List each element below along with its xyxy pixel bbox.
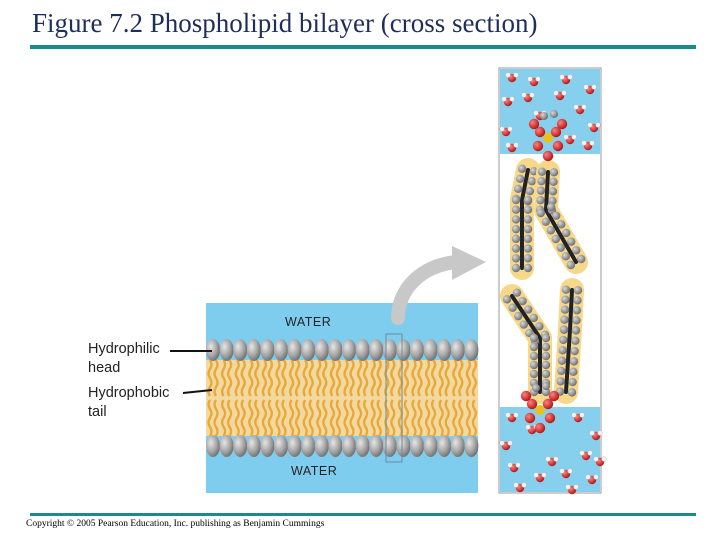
hydrogen-atom xyxy=(560,325,568,333)
lipid-head xyxy=(464,339,478,361)
water-hydrogen xyxy=(514,73,519,78)
water-hydrogen xyxy=(598,431,603,436)
oxygen-atom xyxy=(529,119,539,129)
hydrogen-atom xyxy=(556,377,564,385)
hydrogen-atom xyxy=(558,346,566,354)
hydrogen-atom xyxy=(530,352,538,360)
water-hydrogen xyxy=(580,413,585,418)
hydrogen-atom xyxy=(572,246,580,254)
hydrogen-atom xyxy=(542,343,550,351)
water-hydrogen xyxy=(528,77,533,82)
water-hydrogen xyxy=(586,475,591,480)
hydrogen-atom xyxy=(528,177,536,185)
lipid-head xyxy=(451,339,465,361)
hydrogen-atom xyxy=(557,220,565,228)
hydrophobic-label-line2: tail xyxy=(88,404,107,420)
lipid-head xyxy=(260,339,274,361)
lipid-head xyxy=(315,339,329,361)
hydrogen-atom xyxy=(570,347,578,355)
hydrogen-atom xyxy=(549,187,557,195)
lipid-head xyxy=(301,339,315,361)
hydrogen-atom xyxy=(561,296,569,304)
lipid-head xyxy=(233,435,247,457)
hydrogen-atom xyxy=(542,217,550,225)
water-hydrogen xyxy=(592,85,597,90)
water-hydrogen xyxy=(590,141,595,146)
magnified-molecule-panel xyxy=(499,68,601,493)
hydrogen-atom xyxy=(542,361,550,369)
hydrogen-atom xyxy=(524,305,532,313)
hydrogen-atom xyxy=(513,288,521,296)
water-hydrogen xyxy=(536,77,541,82)
hydrogen-atom xyxy=(547,203,555,211)
hydrogen-atom xyxy=(552,235,560,243)
lipid-head xyxy=(342,435,356,457)
water-bottom-label: WATER xyxy=(291,464,338,478)
hydrogen-atom xyxy=(524,206,532,214)
head-carbon xyxy=(540,112,548,120)
hydrogen-atom xyxy=(512,196,520,204)
hydrogen-atom xyxy=(537,177,545,185)
water-hydrogen xyxy=(530,93,535,98)
lipid-head xyxy=(315,435,329,457)
water-hydrogen xyxy=(562,91,567,96)
water-hydrogen xyxy=(514,143,519,148)
water-hydrogen xyxy=(574,105,579,110)
lipid-head xyxy=(288,339,302,361)
hydrogen-atom xyxy=(536,196,544,204)
lipid-head xyxy=(342,339,356,361)
water-hydrogen xyxy=(500,127,505,132)
hydrogen-atom xyxy=(512,254,520,262)
hydrogen-atom xyxy=(530,343,538,351)
hydrogen-atom xyxy=(512,264,520,272)
water-hydrogen xyxy=(508,127,513,132)
oxygen-atom xyxy=(553,141,563,151)
oxygen-atom xyxy=(549,391,559,401)
hydrogen-atom xyxy=(561,306,569,314)
water-hydrogen xyxy=(522,483,527,488)
lipid-head xyxy=(437,339,451,361)
oxygen-atom xyxy=(543,151,553,161)
head-carbon xyxy=(542,382,550,390)
hydrogen-atom xyxy=(512,235,520,243)
lipid-head xyxy=(383,339,397,361)
water-top-label: WATER xyxy=(285,315,332,329)
hydrogen-atom xyxy=(530,334,538,342)
lipid-head xyxy=(247,435,261,457)
water-hydrogen xyxy=(602,457,607,462)
hydrogen-atom xyxy=(512,244,520,252)
hydrogen-atom xyxy=(562,229,570,237)
water-hydrogen xyxy=(594,457,599,462)
water-hydrogen xyxy=(542,473,547,478)
hydrogen-atom xyxy=(526,187,534,195)
water-hydrogen xyxy=(582,105,587,110)
lipid-head xyxy=(328,339,342,361)
hydrogen-atom xyxy=(512,225,520,233)
hydrogen-atom xyxy=(537,209,545,217)
hydrogen-atom xyxy=(514,185,522,193)
oxygen-atom xyxy=(525,413,535,423)
water-hydrogen xyxy=(514,483,519,488)
head-carbon xyxy=(550,110,558,118)
water-hydrogen xyxy=(516,463,521,468)
hydrogen-atom xyxy=(535,322,543,330)
hydrophobic-label-line1: Hydrophobic xyxy=(88,385,170,401)
hydrogen-atom xyxy=(562,252,570,260)
hydrogen-atom xyxy=(577,255,585,263)
oxygen-atom xyxy=(535,423,545,433)
water-hydrogen xyxy=(574,485,579,490)
water-hydrogen xyxy=(554,91,559,96)
lipid-head xyxy=(369,435,383,457)
oxygen-atom xyxy=(545,413,555,423)
hydrogen-atom xyxy=(574,286,582,294)
lipid-head xyxy=(410,339,424,361)
oxygen-atom xyxy=(533,141,543,151)
copyright-notice: Copyright © 2005 Pearson Education, Inc. publishing as Benjamin Cummings xyxy=(26,519,325,529)
water-hydrogen xyxy=(572,413,577,418)
lipid-head xyxy=(356,339,370,361)
hydrogen-atom xyxy=(573,296,581,304)
lipid-head xyxy=(301,435,315,457)
hydrogen-atom xyxy=(518,165,526,173)
water-hydrogen xyxy=(594,475,599,480)
hydrogen-atom xyxy=(524,254,532,262)
hydrophobic-core xyxy=(206,360,478,436)
lipid-head xyxy=(233,339,247,361)
hydrophilic-label-line1: Hydrophilic xyxy=(88,341,160,357)
bottom-divider xyxy=(30,513,696,516)
hydrogen-atom xyxy=(542,370,550,378)
water-hydrogen xyxy=(588,451,593,456)
water-hydrogen xyxy=(510,97,515,102)
lipid-head xyxy=(288,435,302,457)
figure-title: Figure 7.2 Phospholipid bilayer (cross section) xyxy=(32,8,538,38)
lipid-head xyxy=(437,435,451,457)
hydrogen-atom xyxy=(520,320,528,328)
hydrogen-atom xyxy=(512,215,520,223)
lipid-head xyxy=(464,435,478,457)
hydrogen-atom xyxy=(558,356,566,364)
water-hydrogen xyxy=(588,123,593,128)
hydrophilic-label-line2: head xyxy=(88,360,121,376)
hydrogen-atom xyxy=(514,312,522,320)
hydrogen-atom xyxy=(552,211,560,219)
lipid-head xyxy=(396,339,410,361)
hydrogen-atom xyxy=(567,261,575,269)
oxygen-atom xyxy=(521,391,531,401)
hydrogen-atom xyxy=(573,306,581,314)
hydrogen-atom xyxy=(557,367,565,375)
water-hydrogen xyxy=(534,473,539,478)
hydrogen-atom xyxy=(516,175,524,183)
water-hydrogen xyxy=(572,135,577,140)
lipid-head xyxy=(424,339,438,361)
hydrogen-atom xyxy=(542,334,550,342)
water-hydrogen xyxy=(560,75,565,80)
lipid-head xyxy=(206,435,220,457)
hydrophilic-label xyxy=(88,340,160,378)
hydrogen-atom xyxy=(572,316,580,324)
water-hydrogen xyxy=(502,97,507,102)
hydrogen-atom xyxy=(524,235,532,243)
hydrogen-atom xyxy=(559,336,567,344)
hydrophobic-label xyxy=(88,384,169,422)
lipid-head xyxy=(274,435,288,457)
water-hydrogen xyxy=(564,135,569,140)
water-hydrogen xyxy=(568,469,573,474)
hydrogen-atom xyxy=(570,357,578,365)
water-hydrogen xyxy=(582,141,587,146)
hydrogen-atom xyxy=(530,370,538,378)
lipid-head xyxy=(247,339,261,361)
phosphorus-atom xyxy=(535,405,545,415)
lipid-head xyxy=(383,435,397,457)
hydrogen-atom xyxy=(568,388,576,396)
hydrogen-atom xyxy=(530,361,538,369)
lipid-head xyxy=(451,435,465,457)
hydrogen-atom xyxy=(508,304,516,312)
water-hydrogen xyxy=(506,143,511,148)
lipid-head xyxy=(328,435,342,457)
hydrogen-atom xyxy=(524,225,532,233)
lipid-head xyxy=(260,435,274,457)
water-hydrogen xyxy=(506,413,511,418)
hydrogen-atom xyxy=(572,326,580,334)
water-hydrogen xyxy=(534,111,539,116)
hydrogen-atom xyxy=(547,226,555,234)
water-hydrogen xyxy=(584,85,589,90)
lipid-head xyxy=(396,435,410,457)
water-hydrogen xyxy=(566,485,571,490)
water-hydrogen xyxy=(590,431,595,436)
lipid-head xyxy=(424,435,438,457)
hydrogen-atom xyxy=(524,215,532,223)
hydrogen-atom xyxy=(524,196,532,204)
lipid-head xyxy=(220,435,234,457)
hydrogen-atom xyxy=(530,314,538,322)
water-hydrogen xyxy=(506,73,511,78)
lipid-head xyxy=(356,435,370,457)
hydrogen-atom xyxy=(518,297,526,305)
hydrogen-atom xyxy=(569,368,577,376)
hydrogen-atom xyxy=(568,378,576,386)
hydrogen-atom xyxy=(567,237,575,245)
hydrogen-atom xyxy=(557,243,565,251)
hydrogen-atom xyxy=(550,168,558,176)
water-hydrogen xyxy=(526,425,531,430)
lipid-head xyxy=(274,339,288,361)
hydrogen-atom xyxy=(549,178,557,186)
hydrogen-atom xyxy=(538,167,546,175)
hydrogen-atom xyxy=(542,352,550,360)
water-hydrogen xyxy=(522,93,527,98)
hydrogen-atom xyxy=(503,295,511,303)
water-hydrogen xyxy=(568,75,573,80)
phosphorus-atom xyxy=(543,133,553,143)
water-hydrogen xyxy=(508,463,513,468)
water-hydrogen xyxy=(554,457,559,462)
lipid-head xyxy=(369,339,383,361)
hydrogen-atom xyxy=(571,337,579,345)
water-hydrogen xyxy=(508,441,513,446)
lipid-head xyxy=(410,435,424,457)
water-hydrogen xyxy=(580,451,585,456)
hydrogen-atom xyxy=(562,286,570,294)
water-hydrogen xyxy=(596,123,601,128)
hydrogen-atom xyxy=(524,264,532,272)
hydrogen-atom xyxy=(524,244,532,252)
lipid-head xyxy=(220,339,234,361)
water-hydrogen xyxy=(500,441,505,446)
oxygen-atom xyxy=(557,119,567,129)
hydrogen-atom xyxy=(512,206,520,214)
water-hydrogen xyxy=(546,457,551,462)
water-hydrogen xyxy=(560,469,565,474)
hydrogen-atom xyxy=(537,186,545,194)
water-hydrogen xyxy=(514,413,519,418)
hydrogen-atom xyxy=(560,316,568,324)
head-carbon xyxy=(532,384,540,392)
